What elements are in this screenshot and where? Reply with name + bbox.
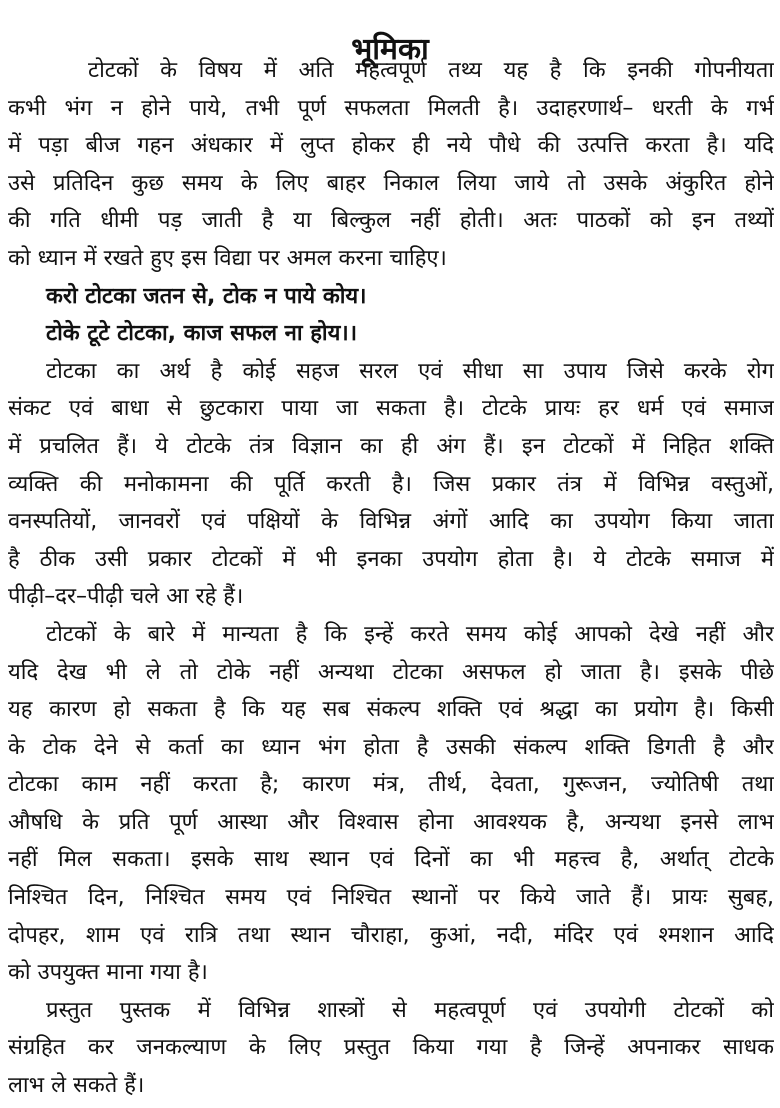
text-line: निश्चित दिन, निश्चित समय एवं निश्चित स्थानों पर किये जाते हैं। प्रायः सुबह, bbox=[8, 885, 774, 911]
text-line: है ठीक उसी प्रकार टोटकों में भी इनका उपयोग होता है। ये टोटके समाज में bbox=[8, 546, 774, 572]
couplet-line: टोके टूटे टोटका, काज सफल ना होय।। bbox=[46, 321, 358, 347]
text-line: कभी भंग न होने पाये, तभी पूर्ण सफलता मिलती है। उदाहरणार्थ– धरती के गर्भ bbox=[8, 95, 774, 121]
paragraph bbox=[8, 616, 774, 992]
text-line: लाभ ले सकते हैं। bbox=[8, 1073, 145, 1099]
text-line: नहीं मिल सकता। इसके साथ स्थान एवं दिनों का भी महत्त्व है, अर्थात् टोटके bbox=[8, 847, 774, 873]
text-line: संकट एवं बाधा से छुटकारा पाया जा सकता है। टोटके प्रायः हर धर्म एवं समाज bbox=[8, 396, 774, 422]
paragraph bbox=[8, 52, 774, 278]
paragraph bbox=[8, 992, 774, 1105]
text-line: टोटका काम नहीं करता है; कारण मंत्र, तीर्थ, देवता, गुरूजन, ज्योतिषी तथा bbox=[8, 772, 774, 798]
paragraph bbox=[8, 353, 774, 616]
page-title: भूमिका bbox=[351, 32, 429, 68]
text-line: में पड़ा बीज गहन अंधकार में लुप्त होकर ही नये पौधे की उत्पत्ति करता है। यदि bbox=[8, 133, 774, 159]
text-line: टोटकों के विषय में अति महत्वपूर्ण तथ्य यह है कि इनकी गोपनीयता bbox=[88, 58, 774, 83]
couplet bbox=[8, 278, 774, 353]
couplet-line: करो टोटका जतन से, टोक न पाये कोय। bbox=[46, 283, 367, 309]
text-line: में प्रचलित हैं। ये टोटके तंत्र विज्ञान का ही अंग हैं। इन टोटकों में निहित शक्ति bbox=[8, 433, 774, 459]
text-line: पीढ़ी–दर–पीढ़ी चले आ रहे हैं। bbox=[8, 584, 244, 610]
text-line: के टोक देने से कर्ता का ध्यान भंग होता है उसकी संकल्प शक्ति डिगती है और bbox=[8, 734, 774, 760]
text-line: औषधि के प्रति पूर्ण आस्था और विश्वास होना आवश्यक है, अन्यथा इनसे लाभ bbox=[8, 809, 774, 835]
text-line: दोपहर, शाम एवं रात्रि तथा स्थान चौराहा, कुआं, नदी, मंदिर एवं श्मशान आदि bbox=[8, 922, 774, 948]
text-line: की गति धीमी पड़ जाती है या बिल्कुल नहीं होती। अतः पाठकों को इन तथ्यों bbox=[8, 208, 774, 234]
text-line: वनस्पतियों, जानवरों एवं पक्षियों के विभिन्न अंगों आदि का उपयोग किया जाता bbox=[8, 509, 774, 535]
text-line: को उपयुक्त माना गया है। bbox=[8, 960, 208, 986]
text-line: प्रस्तुत पुस्तक में विभिन्न शास्त्रों से महत्वपूर्ण एवं उपयोगी टोटकों को bbox=[46, 997, 774, 1023]
text-line: टोटका का अर्थ है कोई सहज सरल एवं सीधा सा उपाय जिसे करके रोग bbox=[46, 358, 774, 384]
text-line: टोटकों के बारे में मान्यता है कि इन्हें करते समय कोई आपको देखे नहीं और bbox=[46, 621, 774, 647]
text-line: को ध्यान में रखते हुए इस विद्या पर अमल करना चाहिए। bbox=[8, 245, 447, 271]
text-line: यदि देख भी ले तो टोके नहीं अन्यथा टोटका असफल हो जाता है। इसके पीछे bbox=[8, 659, 774, 685]
document-body bbox=[8, 52, 774, 1105]
text-line: व्यक्ति की मनोकामना की पूर्ति करती है। जिस प्रकार तंत्र में विभिन्न वस्तुओं, bbox=[8, 471, 774, 497]
text-line: यह कारण हो सकता है कि यह सब संकल्प शक्ति एवं श्रद्धा का प्रयोग है। किसी bbox=[8, 697, 774, 723]
text-line: उसे प्रतिदिन कुछ समय के लिए बाहर निकाल लिया जाये तो उसके अंकुरित होने bbox=[8, 170, 774, 196]
text-line: संग्रहित कर जनकल्याण के लिए प्रस्तुत किया गया है जिन्हें अपनाकर साधक bbox=[8, 1035, 774, 1061]
